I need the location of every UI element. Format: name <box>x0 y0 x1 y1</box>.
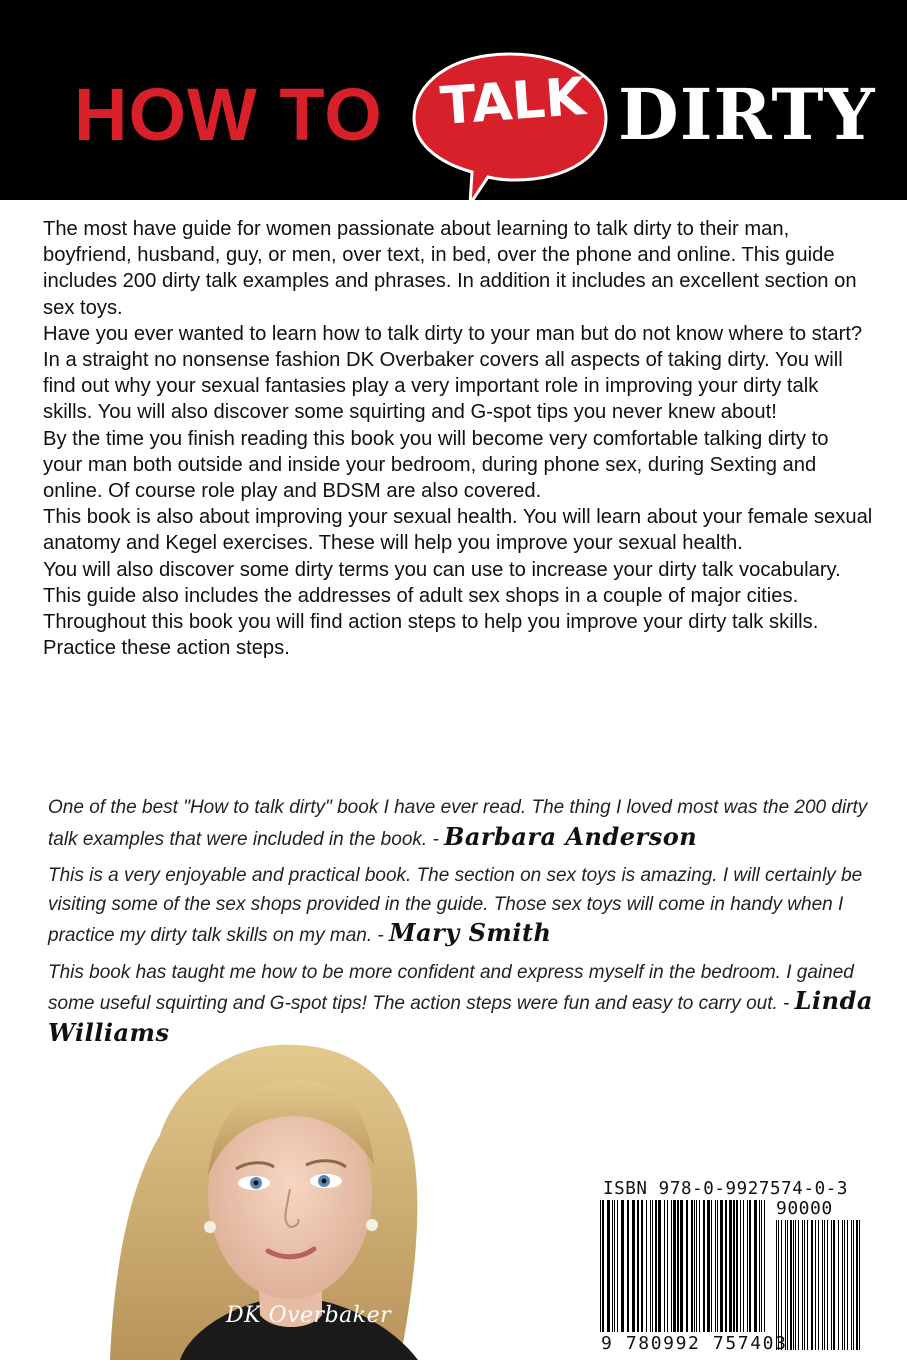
barcode-bar <box>600 1200 601 1332</box>
author-name: DK Overbaker <box>226 1303 392 1328</box>
barcode-bar <box>621 1200 624 1332</box>
barcode-bar <box>778 1220 779 1350</box>
barcode-bar <box>747 1200 748 1332</box>
barcode-bar <box>667 1200 668 1332</box>
barcode-bar <box>851 1220 852 1350</box>
barcode-bar <box>776 1220 777 1350</box>
description-paragraph: In a straight no nonsense fashion DK Overbaker covers all aspects of taking dirty. You will find out why your sexual fantasies play a very important role in improving your dirty talk skills. You will also discover some squirting and G-spot tips you never knew about! <box>43 349 843 424</box>
barcode-bar <box>815 1220 816 1350</box>
barcode-bar <box>831 1220 832 1350</box>
barcode-bar <box>627 1200 629 1332</box>
barcode-bar <box>686 1200 688 1332</box>
barcode-bar <box>617 1200 618 1332</box>
barcode-bar <box>844 1220 845 1350</box>
barcode-bar <box>612 1200 613 1332</box>
barcode-bar <box>717 1200 718 1332</box>
barcode-bar <box>650 1200 651 1332</box>
barcode-bar <box>754 1200 757 1332</box>
review-author: Barbara Anderson <box>444 821 698 851</box>
barcode-bar <box>671 1200 672 1332</box>
barcode-bar <box>759 1200 760 1332</box>
barcode-bar <box>664 1200 665 1332</box>
barcode-bar <box>707 1200 710 1332</box>
barcode-bar <box>847 1220 848 1350</box>
ean-number: 9 780992 757403 <box>601 1333 788 1354</box>
description-paragraph: Have you ever wanted to learn how to talk dirty to your man but do not know where to start? <box>43 322 863 345</box>
review <box>48 862 878 951</box>
description-paragraph: By the time you finish reading this book you will become very comfortable talking dirty to your man both outside and inside your bedroom, during phone sex, during Sexting and online. Of course role play and BDSM are also covered. <box>43 427 829 503</box>
price-code: 90000 <box>776 1198 833 1219</box>
barcode-bar <box>761 1200 762 1332</box>
barcode-bar <box>853 1220 854 1350</box>
title-dirty: DIRTY <box>618 73 876 156</box>
barcode-bar <box>802 1220 803 1350</box>
barcode-bar <box>822 1220 823 1350</box>
barcode-bar <box>859 1220 860 1350</box>
barcode-bar <box>736 1200 738 1332</box>
barcode-bar <box>658 1200 661 1332</box>
description-paragraph: You will also discover some dirty terms you can use to increase your dirty talk vocabulary. This guide also includes the addresses of adult sex shops in a couple of major cities. <box>43 558 841 607</box>
book-description <box>43 216 873 661</box>
barcode-bar <box>694 1200 695 1332</box>
review-author: Mary Smith <box>389 918 552 947</box>
barcode-bar <box>652 1200 653 1332</box>
barcode-bar <box>680 1200 683 1332</box>
description-paragraph: The most have guide for women passionate about learning to talk dirty to their man, boyfriend, husband, guy, or men, over text, in bed, over the phone and online. This guide includes 200 dirty talk examples and phrases. In addition it includes an excellent section on sex toys. <box>43 218 857 319</box>
barcode-bar <box>807 1220 808 1350</box>
barcode-bar <box>781 1220 782 1350</box>
barcode-bar <box>842 1220 843 1350</box>
reviews-section <box>48 794 878 1058</box>
barcode-bar <box>691 1200 693 1332</box>
barcode-bars <box>600 1200 768 1332</box>
barcode-bar <box>793 1220 794 1350</box>
barcode-bar <box>749 1200 751 1332</box>
title-talk: TALK <box>438 67 588 137</box>
barcode-bar <box>646 1200 647 1332</box>
barcode-bar <box>733 1200 735 1332</box>
barcode-bar <box>798 1220 799 1350</box>
review <box>48 794 878 854</box>
barcode-bar <box>699 1200 700 1332</box>
barcode-bar <box>833 1220 835 1350</box>
cover-header <box>0 0 907 200</box>
barcode-bar <box>725 1200 727 1332</box>
barcode-bar <box>787 1220 788 1350</box>
isbn-number: ISBN 978-0-9927574-0-3 <box>603 1179 848 1199</box>
barcode-bar <box>614 1200 615 1332</box>
barcode-bar <box>804 1220 805 1350</box>
barcode-bar <box>785 1220 786 1350</box>
barcode-bar <box>632 1200 635 1332</box>
review-author: Linda Williams <box>48 986 873 1047</box>
barcode-bar <box>637 1200 639 1332</box>
barcode-bar <box>703 1200 705 1332</box>
barcode-bar <box>655 1200 657 1332</box>
barcode-bar <box>740 1200 741 1332</box>
barcode-bar <box>743 1200 744 1332</box>
barcode-bar <box>827 1220 828 1350</box>
barcode-bar <box>764 1200 765 1332</box>
review-text: This is a very enjoyable and practical book. The section on sex toys is amazing. I will certainly be visiting some of the sex shops provided in the guide. Those sex toys will come in handy when I practice my dirty talk skills on my man. - <box>48 865 863 946</box>
barcode-bar <box>811 1220 813 1350</box>
barcode-bar <box>607 1200 610 1332</box>
barcode-bar <box>673 1200 676 1332</box>
addon-barcode-bars <box>776 1220 860 1350</box>
barcode-bar <box>729 1200 732 1332</box>
barcode-bar <box>795 1220 796 1350</box>
description-paragraph: This book is also about improving your sexual health. You will learn about your female sexual anatomy and Kegel exercises. These will help you improve your sexual health. <box>43 506 873 555</box>
title-how-to: HOW TO <box>74 73 383 156</box>
barcode-bar <box>696 1200 697 1332</box>
description-paragraph: Throughout this book you will find action steps to help you improve your dirty talk skills. Practice these action steps. <box>43 611 819 660</box>
barcode-bar <box>818 1220 819 1350</box>
barcode-bar <box>790 1220 792 1350</box>
barcode-bar <box>641 1200 643 1332</box>
barcode-bar <box>715 1200 716 1332</box>
review-text: One of the best "How to talk dirty" book I have ever read. The thing I loved most was the 200 dirty talk examples that were included in the book. - <box>48 797 868 850</box>
barcode-bar <box>838 1220 839 1350</box>
barcode-bar <box>824 1220 825 1350</box>
barcode-bar <box>602 1200 604 1332</box>
barcode-bar <box>677 1200 679 1332</box>
barcode-bar <box>720 1200 723 1332</box>
barcode-bar <box>711 1200 712 1332</box>
review-text: This book has taught me how to be more confident and express myself in the bedroom. I gained some useful squirting and G-spot tips! The action steps were fun and easy to carry out. - <box>48 961 854 1014</box>
barcode-bar <box>856 1220 858 1350</box>
